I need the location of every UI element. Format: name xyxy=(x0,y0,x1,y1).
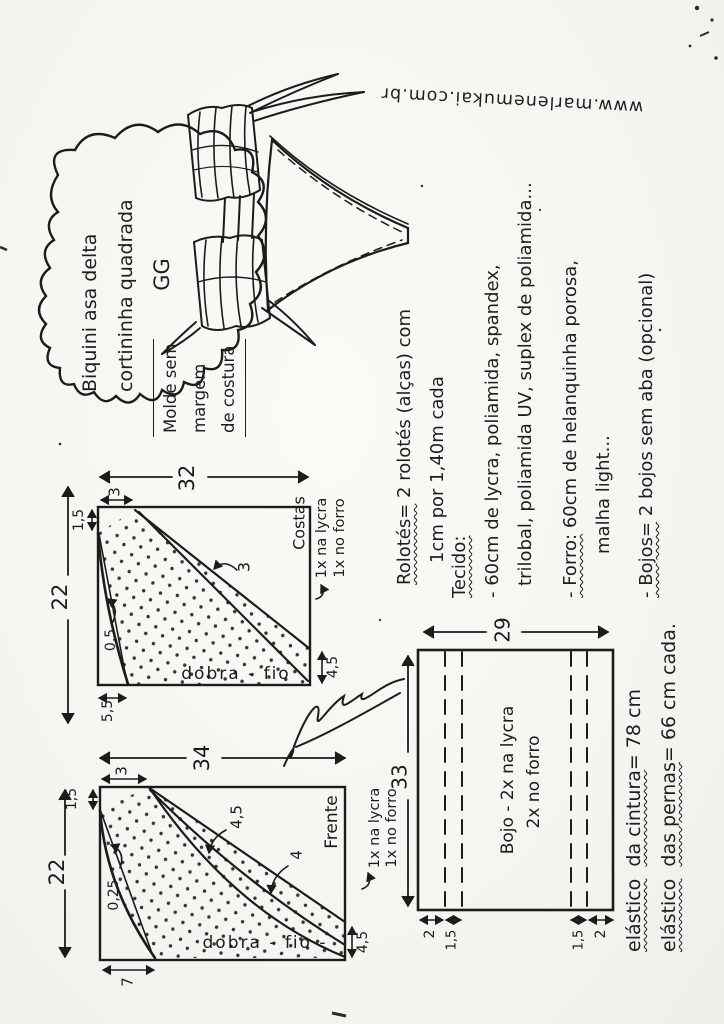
elastics-note xyxy=(617,623,687,952)
back-piece-drawing xyxy=(48,465,348,723)
pad-label-line1: Bojo - 2x na lycra xyxy=(498,705,518,855)
back-left-top-dim: 1,5 xyxy=(71,508,87,532)
straps-line1 xyxy=(388,309,421,585)
fabric-heading: Tecido: xyxy=(449,535,470,598)
front-strap-upper-dim: 4,5 xyxy=(227,805,246,829)
back-strap-dim: 3 xyxy=(234,561,254,573)
legs-elastic-value: = 66 cm cada. xyxy=(658,623,680,763)
front-curve-dim: 0,25 xyxy=(106,879,122,911)
waist-elastic-word2: da cintura xyxy=(623,770,645,867)
front-right-dim: 4,5 xyxy=(355,930,371,954)
lining-line2: malha light... xyxy=(593,435,614,554)
lining-label: - Forro: xyxy=(560,533,581,598)
back-right-dim: 4,5 xyxy=(325,655,341,679)
front-strap-lower-dim: 4 xyxy=(287,850,306,860)
title-line2: cortininha quadrada xyxy=(115,199,137,392)
front-left-top-dim: 1,5 xyxy=(64,787,80,811)
fabric-heading-line xyxy=(443,182,476,598)
title-line1: Biquini asa delta xyxy=(79,233,101,392)
back-fold-label: dobra - fio xyxy=(181,664,291,684)
back-curve-dim: 0,5 xyxy=(103,628,119,652)
legs-elastic-line xyxy=(652,623,687,952)
back-cut-line2: 1x no forro xyxy=(332,498,348,578)
front-cut-line2: 1x no forro xyxy=(384,788,400,868)
pad-height-dim: 33 xyxy=(387,764,412,790)
pad-br-outer-dim: 2 xyxy=(593,929,609,939)
title-size: GG xyxy=(150,258,174,291)
mold-note-line3: de costura xyxy=(219,345,238,433)
pad-label-line2: 2x no forro xyxy=(524,735,544,829)
pad-bl-outer-dim: 2 xyxy=(422,929,438,939)
back-cut-line1: 1x na lycra xyxy=(314,497,330,579)
legs-elastic-word2: das pernas xyxy=(658,762,680,867)
front-height-dim: 22 xyxy=(45,858,69,886)
back-piece-name: Costas xyxy=(289,496,309,550)
front-top-tab-dim: 3 xyxy=(112,766,131,776)
front-piece-name: Frente xyxy=(322,795,342,849)
back-top-tab-dim: 3 xyxy=(105,487,124,497)
waist-elastic-word1: elástico xyxy=(623,878,645,952)
back-height-dim: 22 xyxy=(48,583,72,611)
fabric-list xyxy=(443,182,663,598)
front-cut-line1: 1x na lycra xyxy=(367,787,383,869)
front-fold-label: dobra - fio - xyxy=(202,933,328,953)
mold-note-line1: Molde sem xyxy=(161,343,180,433)
straps-label: Rolotés= xyxy=(394,503,415,585)
mold-note xyxy=(153,339,246,437)
pads-label: - Bojos= xyxy=(636,521,657,598)
pad-width-dim: 29 xyxy=(490,617,515,643)
bikini-bottom-illustration xyxy=(266,136,408,310)
lining-rest: 60cm de helanquinha porosa, xyxy=(560,259,581,534)
fabric-line2: trilobal, poliamida UV, suplex de poliamida... xyxy=(515,182,536,586)
lining-line1 xyxy=(554,182,587,598)
pad-br-inner-dim: 1,5 xyxy=(571,929,587,951)
fabric-line1: - 60cm de lycra, poliamida, spandex, xyxy=(482,264,503,598)
legs-elastic-word1: elástico xyxy=(658,878,680,952)
back-bottom-left-dim: 5,5 xyxy=(100,699,116,723)
pads-line xyxy=(630,182,663,598)
straps-line2: 1cm por 1,40m cada xyxy=(427,376,448,563)
front-piece-drawing xyxy=(45,745,400,987)
pad-bl-inner-dim: 1,5 xyxy=(444,929,460,951)
website-url: www.marlenemukai.com.br xyxy=(380,83,644,117)
pad-piece-drawing xyxy=(388,617,614,950)
back-width-dim: 32 xyxy=(175,464,199,492)
waist-elastic-line xyxy=(617,623,652,952)
waist-elastic-value: = 78 cm xyxy=(623,688,645,771)
straps-rest: 2 rolotés (alças) com xyxy=(394,308,415,504)
signature-scribble xyxy=(284,679,404,766)
front-bottom-left-dim: 7 xyxy=(118,977,137,987)
mold-note-line2: margem xyxy=(190,363,209,433)
bikini-top-illustration xyxy=(162,74,364,354)
front-width-dim: 34 xyxy=(190,744,214,772)
pads-rest: 2 bojos sem aba (opcional) xyxy=(636,272,657,522)
